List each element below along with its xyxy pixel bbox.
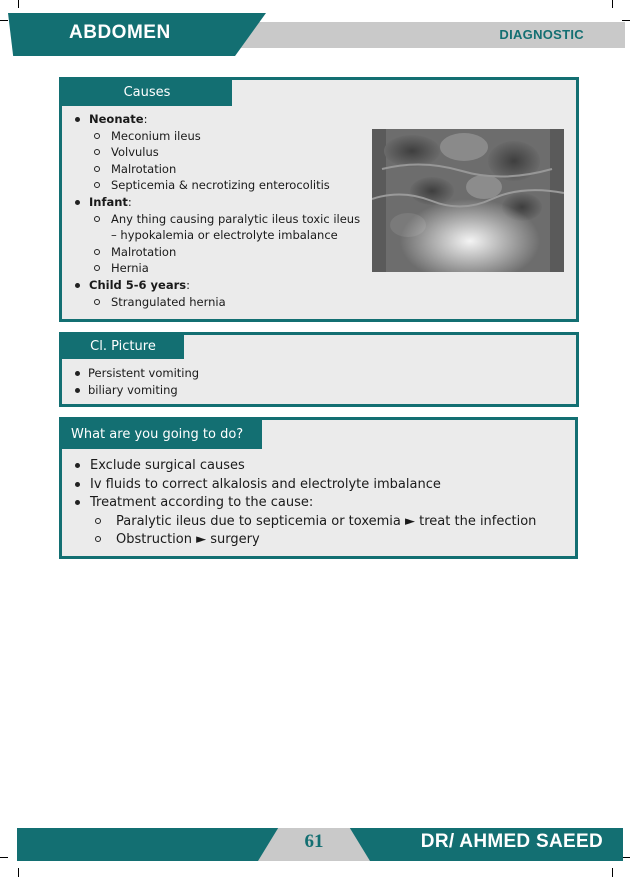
sub-list <box>90 513 536 550</box>
list-item: Neonate: Meconium ileus Volvulus Malrotation Septicemia & necrotizing enterocolitis <box>62 111 372 194</box>
group-label: Child 5-6 years <box>89 277 187 292</box>
list-item: Volvulus <box>89 144 372 161</box>
list-item: Paralytic ileus due to septicemia or toxemia ► treat the infection <box>90 513 536 532</box>
clinical-picture-list <box>62 365 199 398</box>
crop-mark <box>612 868 613 877</box>
crop-mark <box>612 0 613 8</box>
xray-graphic <box>372 129 564 272</box>
crop-mark <box>0 20 8 21</box>
list-item: Septicemia & necrotizing enterocolitis <box>89 177 372 194</box>
author-name: DR/ AHMED SAEED <box>420 831 603 852</box>
list-item: Obstruction ► surgery <box>90 531 536 550</box>
crop-mark <box>0 857 8 858</box>
clinical-picture-heading: Cl. Picture <box>62 335 184 359</box>
crop-mark <box>18 868 19 877</box>
list-item: Malrotation <box>89 161 372 178</box>
causes-heading: Causes <box>62 80 232 106</box>
causes-list <box>62 111 372 310</box>
group-label: Neonate <box>89 112 144 126</box>
abdominal-xray-image <box>372 129 564 272</box>
plan-list <box>62 457 536 550</box>
list-item: Hernia <box>89 260 372 277</box>
sub-list <box>89 128 372 194</box>
crop-mark <box>622 20 630 21</box>
crop-mark <box>18 0 19 8</box>
plan-heading: What are you going to do? <box>62 420 262 449</box>
sub-list <box>89 211 372 277</box>
plan-box <box>59 417 578 559</box>
list-item: Infant: Any thing causing paralytic ileus toxic ileus – hypokalemia or electrolyte imbalance Malrotation Hernia <box>62 194 372 277</box>
crop-mark <box>622 857 630 858</box>
list-item: Malrotation <box>89 244 372 261</box>
list-item: Iv fluids to correct alkalosis and electrolyte imbalance <box>62 476 536 495</box>
list-item: Persistent vomiting <box>62 365 199 382</box>
sub-list <box>89 294 372 311</box>
list-item: Meconium ileus <box>89 128 372 145</box>
list-item: Any thing causing paralytic ileus toxic ileus – hypokalemia or electrolyte imbalance <box>89 211 372 244</box>
list-item: Exclude surgical causes <box>62 457 536 476</box>
section-label: DIAGNOSTIC <box>499 27 584 42</box>
causes-box <box>59 77 579 322</box>
list-item: biliary vomiting <box>62 382 199 399</box>
group-label: Infant <box>89 194 128 209</box>
clinical-picture-box <box>59 332 579 407</box>
page-number: 61 <box>304 831 324 852</box>
list-item: Strangulated hernia <box>89 294 372 311</box>
list-item: Treatment according to the cause: Paralytic ileus due to septicemia or toxemia ► treat the infection Obstruction ► surgery <box>62 494 536 550</box>
page-title: ABDOMEN <box>69 22 171 43</box>
list-item: Child 5-6 years: Strangulated hernia <box>62 277 372 310</box>
